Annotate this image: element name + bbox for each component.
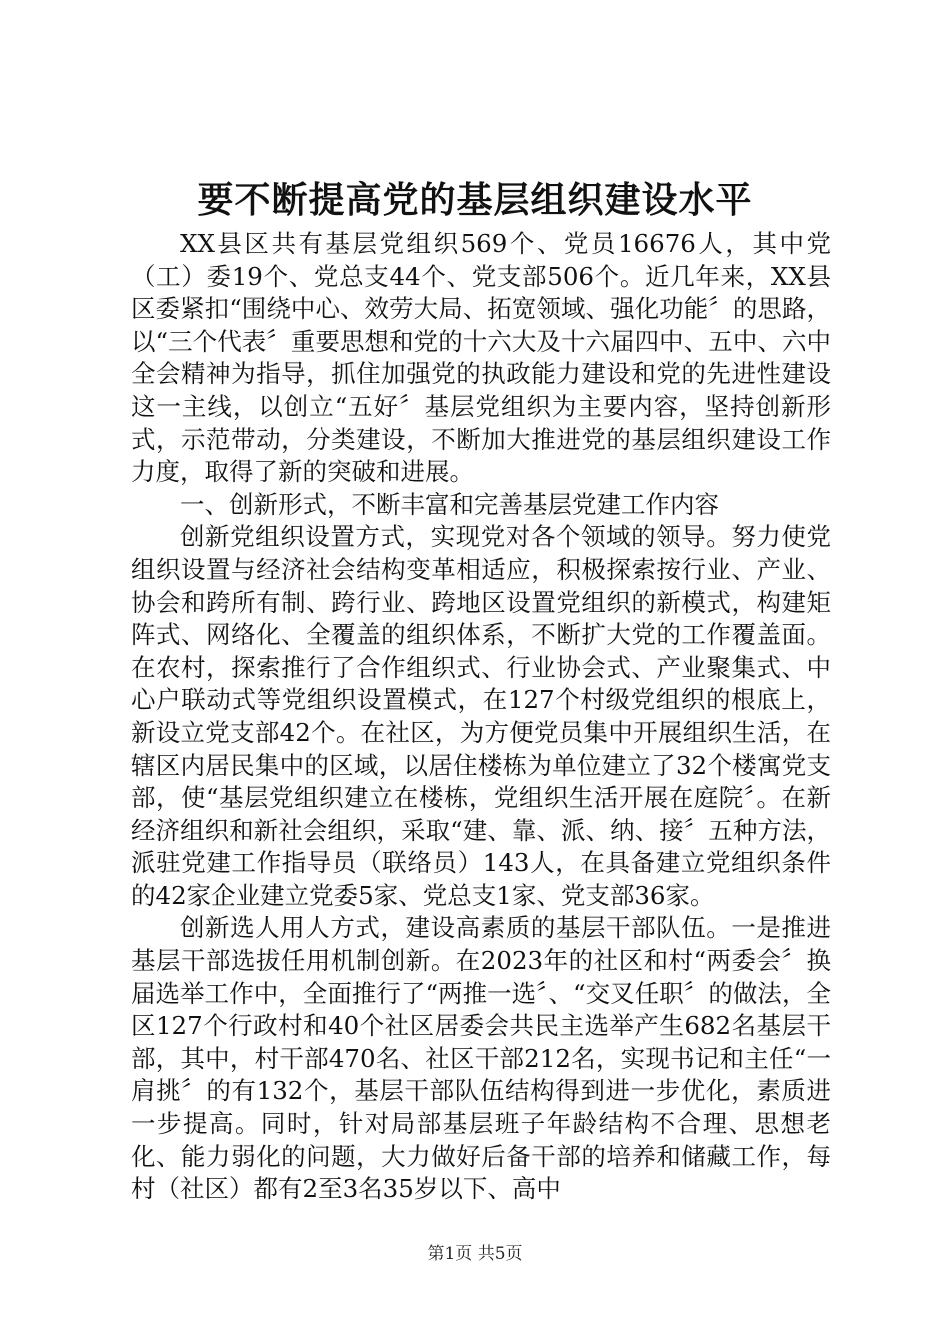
document-title: 要不断提高党的基层组织建设水平 — [197, 179, 753, 221]
paragraph-intro: XX县区共有基层党组织569个、党员16676人，其中党（工）委19个、党总支44个、党支部506个。近几年来，XX县区委紧扣“围绕中心、效劳大局、拓宽领域、强化功能〞的思路，以“三个代表〞重要思想和党的十六大及十六届四中、五中、六中全会精神为指导，抓住加强党的执政能力建设和党的先进性建设这一主线，以创立“五好〞基层党组织为主要内容，坚持创新形式，示范带动，分类建设，不断加大推进党的基层组织建设工作力度，取得了新的突破和进展。 — [131, 229, 831, 487]
paragraph-cadre-selection: 创新选人用人方式，建设高素质的基层干部队伍。一是推进基层干部选拔任用机制创新。在2023年的社区和村“两委会〞换届选举工作中，全面推行了“两推一选〞、“交叉任职〞的做法，全区127个行政村和40个社区居委会共民主选举产生682名基层干部，其中，村干部470名、社区干部212名，实现书记和主任“一肩挑〞的有132个，基层干部队伍结构得到进一步优化，素质进一步提高。同时，针对局部基层班子年龄结构不合理、思想老化、能力弱化的问题，大力做好后备干部的培养和储藏工作，每村（社区）都有2至3名35岁以下、高中 — [131, 913, 831, 1204]
document-body — [131, 228, 831, 1206]
paragraph-organization-setup: 创新党组织设置方式，实现党对各个领域的领导。努力使党组织设置与经济社会结构变革相适应，积极探索按行业、产业、协会和跨所有制、跨行业、跨地区设置党组织的新模式，构建矩阵式、网络化、全覆盖的组织体系，不断扩大党的工作覆盖面。在农村，探索推行了合作组织式、行业协会式、产业聚集式、中心户联动式等党组织设置模式，在127个村级党组织的根底上，新设立党支部42个。在社区，为方便党员集中开展组织生活，在辖区内居民集中的区域，以居住楼栋为单位建立了32个楼寓党支部，使“基层党组织建立在楼栋，党组织生活开展在庭院〞。在新经济组织和新社会组织，采取“建、靠、派、纳、接〞五种方法，派驻党建工作指导员（联络员）143人，在具备建立党组织条件的42家企业建立党委5家、党总支1家、党支部36家。 — [131, 522, 831, 910]
page-footer: 第1页 共5页 — [427, 1244, 523, 1264]
section-heading: 一、创新形式，不断丰富和完善基层党建工作内容 — [180, 489, 719, 519]
